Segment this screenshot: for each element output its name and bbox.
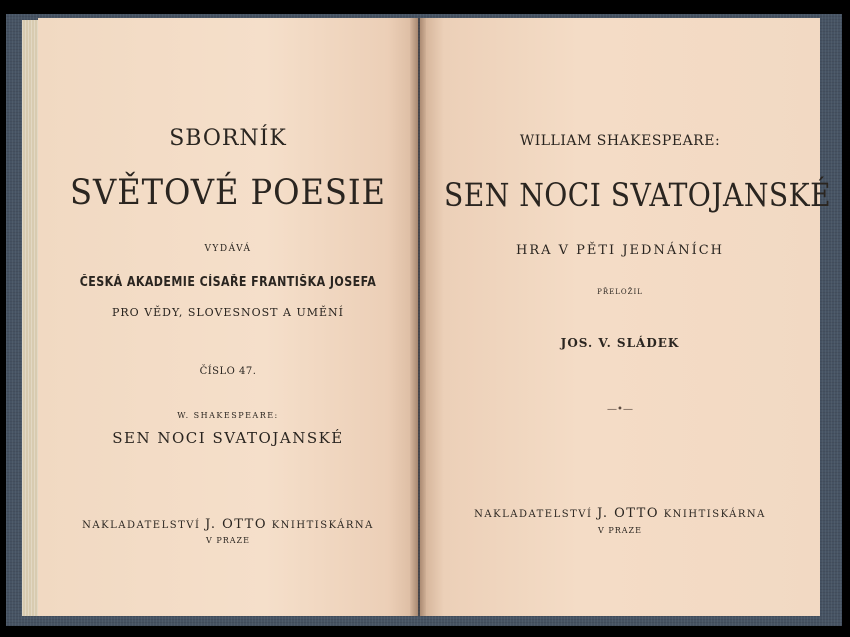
work-title: SEN NOCI SVATOJANSKÉ bbox=[112, 429, 344, 447]
series-title-line-1: SBORNÍK bbox=[169, 126, 287, 151]
work-author: W. SHAKESPEARE: bbox=[177, 411, 279, 420]
left-page bbox=[38, 18, 418, 616]
translator-name: JOS. V. SLÁDEK bbox=[560, 336, 680, 350]
series-title-line-2: SVĚTOVÉ POESIE bbox=[70, 173, 386, 213]
translated-by-label: PŘELOŽIL bbox=[597, 288, 643, 296]
imprint-publisher-word: NAKLADATELSTVÍ bbox=[82, 520, 201, 531]
play-subtitle: HRA V PĚTI JEDNÁNÍCH bbox=[515, 243, 725, 258]
series-number: ČÍSLO 47. bbox=[199, 366, 257, 377]
imprint-printer-word: KNIHTISKÁRNA bbox=[271, 520, 374, 531]
imprint-city: V PRAZE bbox=[206, 536, 250, 545]
imprint-city: V PRAZE bbox=[598, 526, 642, 535]
right-page bbox=[420, 18, 832, 616]
imprint-printer-word: KNIHTISKÁRNA bbox=[663, 509, 766, 520]
imprint-publisher-word: NAKLADATELSTVÍ bbox=[474, 509, 593, 520]
imprint-line bbox=[420, 506, 820, 521]
imprint-line bbox=[38, 517, 418, 532]
book-spine-shadow bbox=[410, 18, 426, 616]
play-title: SEN NOCI SVATOJANSKÉ bbox=[444, 176, 832, 214]
imprint-publisher-name: J. OTTO bbox=[205, 517, 268, 532]
publisher-name: ČESKÁ AKADEMIE CÍSAŘE FRANTIŠKA JOSEFA bbox=[79, 275, 377, 290]
issued-by-label: VYDÁVÁ bbox=[204, 244, 252, 254]
publisher-subtitle: PRO VĚDY, SLOVESNOST A UMĚNÍ bbox=[112, 306, 344, 319]
imprint-publisher-name: J. OTTO bbox=[597, 506, 660, 521]
ornament-rule: —•— bbox=[607, 404, 633, 415]
play-author: WILLIAM SHAKESPEARE: bbox=[519, 133, 721, 149]
